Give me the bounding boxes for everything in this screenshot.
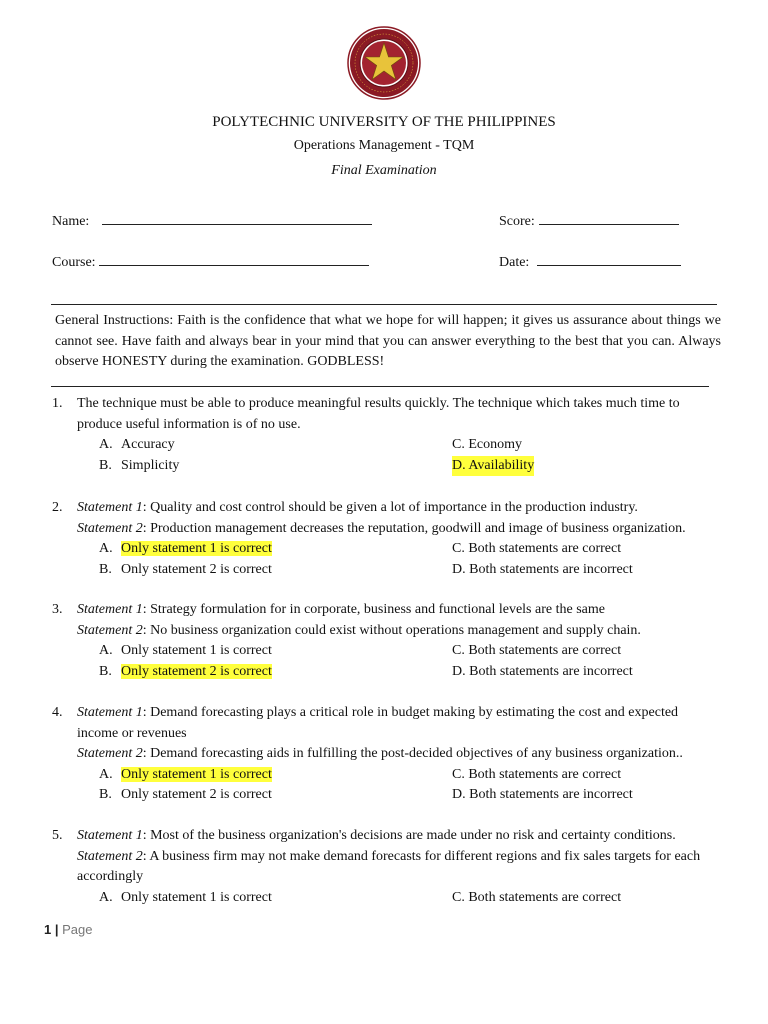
- exam-title: Final Examination: [331, 163, 437, 178]
- page-label: Page: [62, 922, 93, 937]
- score-field: [499, 210, 679, 230]
- divider-top: [51, 304, 717, 305]
- statement-1: Statement 1: Quality and cost control should be given a lot of importance in the production industry.: [77, 500, 638, 515]
- option-c[interactable]: C. Both statements are correct: [452, 766, 622, 782]
- statement-2: Statement 2: Demand forecasting aids in fulfilling the post-decided objectives of any business organization..: [77, 746, 683, 761]
- university-seal-logo: [347, 26, 421, 100]
- score-label: Score:: [499, 214, 535, 229]
- highlighted-answer: Only statement 1 is correct: [121, 541, 272, 556]
- option-c[interactable]: C. Economy: [452, 437, 522, 452]
- options: [77, 435, 722, 476]
- question-text: The technique must be able to produce meaningful results quickly. The technique which takes much time to produce useful information is of no use.: [77, 396, 680, 432]
- statement-1: Statement 1: Most of the business organization's decisions are made under no risk and certainty conditions.: [77, 828, 676, 843]
- option-c[interactable]: C. Both statements are correct: [452, 643, 622, 658]
- option-c[interactable]: C. Both statements are correct: [452, 889, 622, 905]
- option-b[interactable]: B. Only statement 2 is correct: [99, 787, 272, 802]
- statement-1: Statement 1: Demand forecasting plays a critical role in budget making by estimating the cost and expected income or revenues: [77, 705, 679, 741]
- name-blank[interactable]: [102, 210, 372, 225]
- question-number: 5.: [52, 828, 63, 843]
- statement-2: Statement 2: Production management decreases the reputation, goodwill and image of business organization.: [77, 520, 686, 536]
- question-number: 3.: [52, 602, 63, 617]
- highlighted-answer: Only statement 1 is correct: [121, 766, 272, 782]
- question-5: [52, 826, 722, 909]
- question-3: [52, 600, 722, 682]
- option-d[interactable]: D. Both statements are incorrect: [452, 663, 633, 679]
- question-2: [52, 498, 722, 580]
- option-b[interactable]: B. Only statement 2 is correct: [99, 663, 272, 679]
- page-number: 1: [44, 922, 52, 937]
- question-1: [52, 394, 722, 476]
- course-title: Operations Management - TQM: [293, 138, 475, 153]
- date-blank[interactable]: [537, 251, 681, 266]
- option-d[interactable]: D. Both statements are incorrect: [452, 787, 633, 802]
- options: [77, 888, 722, 909]
- university-name: POLYTECHNIC UNIVERSITY OF THE PHILIPPINES: [212, 114, 556, 130]
- option-a[interactable]: A. Only statement 1 is correct: [99, 541, 272, 556]
- statement-2: Statement 2: No business organization could exist without operations management and supply chain.: [77, 622, 641, 638]
- option-b[interactable]: B. Only statement 2 is correct: [99, 561, 272, 577]
- option-a[interactable]: A. Only statement 1 is correct: [99, 889, 272, 905]
- date-field: [499, 251, 681, 271]
- option-d[interactable]: D. Both statements are incorrect: [452, 561, 633, 577]
- score-blank[interactable]: [539, 210, 679, 225]
- question-4: [52, 703, 722, 806]
- date-label: Date:: [499, 255, 530, 270]
- option-d-highlighted[interactable]: D. Availability: [452, 456, 534, 477]
- page-separator: |: [54, 922, 59, 937]
- option-c[interactable]: C. Both statements are correct: [452, 541, 622, 556]
- name-label: Name:: [52, 214, 90, 229]
- option-b[interactable]: B. Simplicity: [99, 457, 180, 473]
- general-instructions: General Instructions: Faith is the confidence that what we hope for will happen; it gives us assurance about things we cannot see. Have faith and always bear in your mind that you can answer everything to the best that you can. Always observe HONESTY during the examination. GODBLESS!: [55, 313, 721, 369]
- page-footer: [44, 922, 93, 937]
- divider-bottom: [51, 386, 709, 387]
- question-number: 1.: [52, 396, 63, 411]
- highlighted-answer: Only statement 2 is correct: [121, 663, 272, 679]
- option-a[interactable]: A. Only statement 1 is correct: [99, 766, 272, 782]
- option-a[interactable]: A. Accuracy: [99, 437, 175, 452]
- option-a[interactable]: A. Only statement 1 is correct: [99, 643, 272, 658]
- statement-1: Statement 1: Strategy formulation for in corporate, business and functional levels are the same: [77, 602, 605, 617]
- name-field: [52, 210, 372, 230]
- course-blank[interactable]: [99, 251, 369, 266]
- question-number: 4.: [52, 705, 63, 720]
- options: [77, 765, 722, 806]
- options: [77, 539, 722, 580]
- course-label: Course:: [52, 255, 96, 270]
- statement-2: Statement 2: A business firm may not make demand forecasts for different regions and fix sales targets for each accordingly: [77, 848, 701, 884]
- options: [77, 641, 722, 682]
- question-number: 2.: [52, 500, 63, 515]
- course-field: [52, 251, 369, 271]
